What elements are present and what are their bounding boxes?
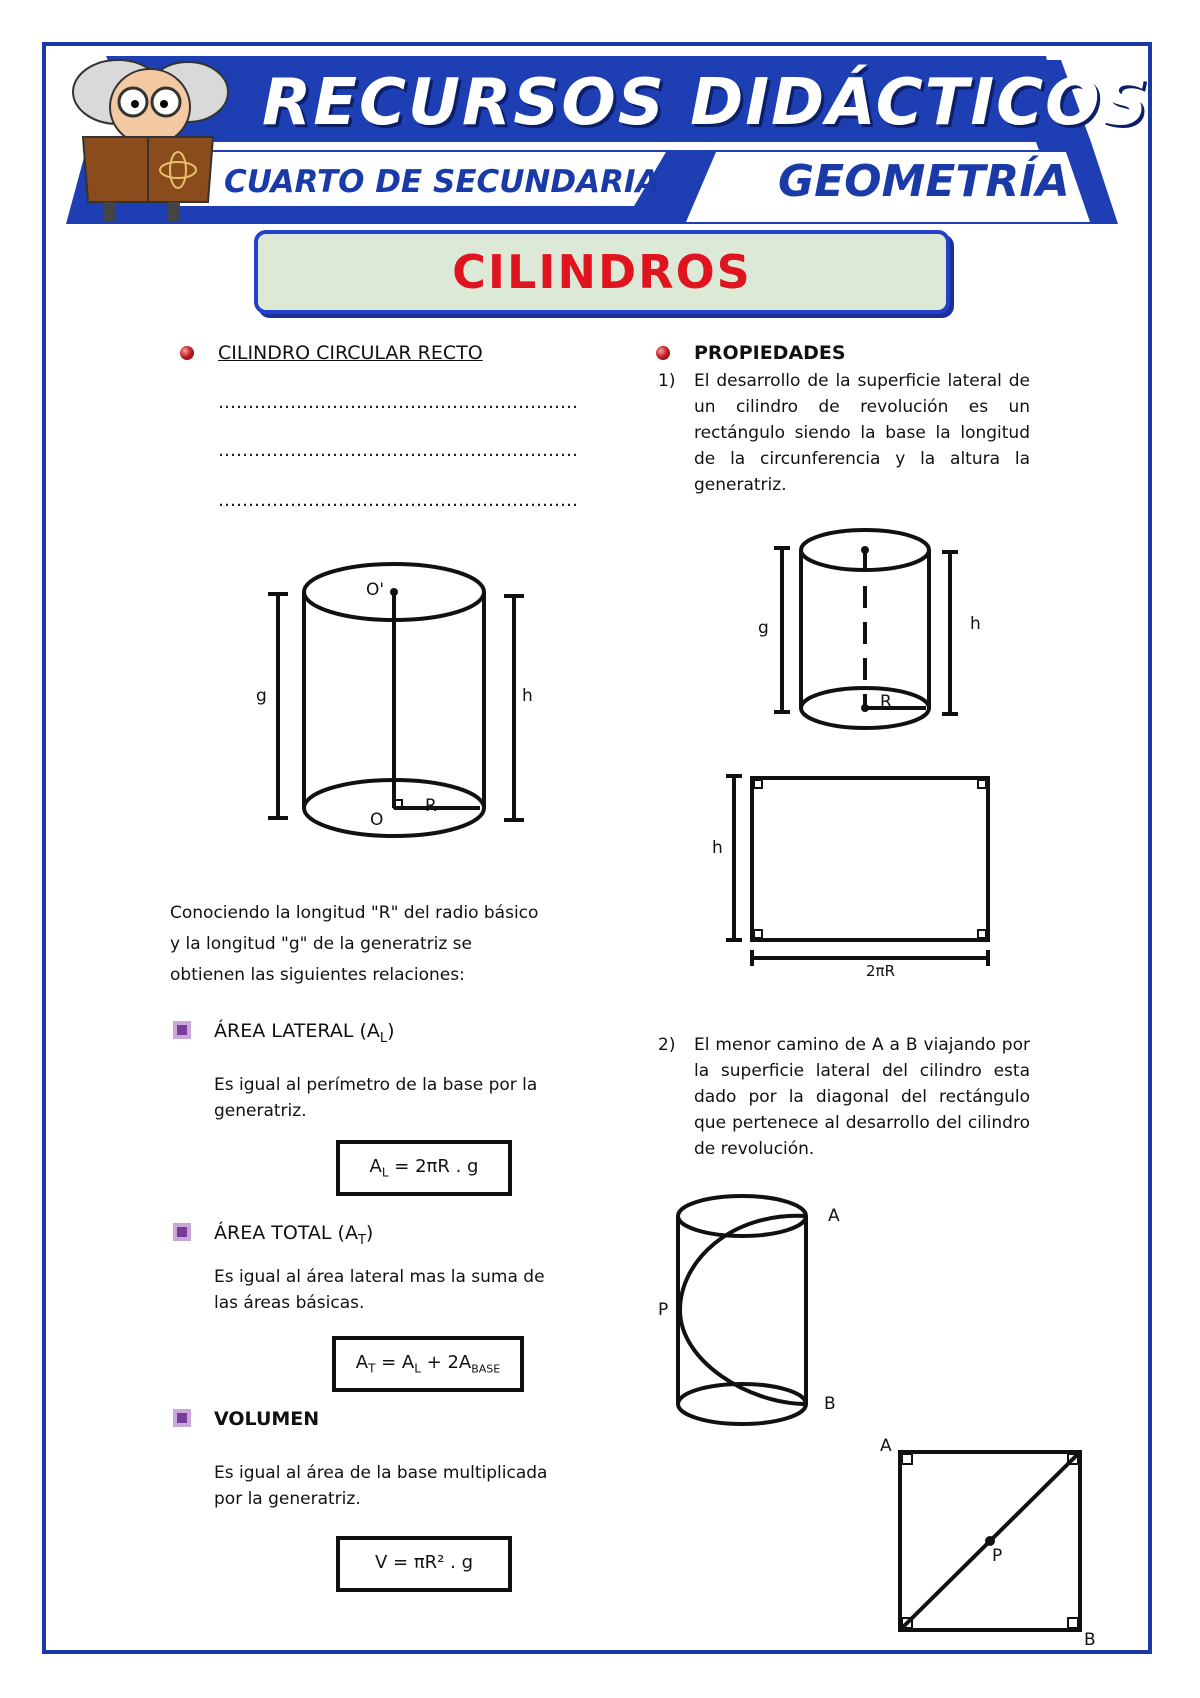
section-heading-left: CILINDRO CIRCULAR RECTO (218, 342, 483, 364)
header-title: RECURSOS DIDÁCTICOS (262, 66, 1150, 140)
cylinder-axis-diagram (770, 528, 960, 728)
bullet-icon (180, 346, 194, 360)
property-1-text: El desarrollo de la superficie lateral de un cilindro de revolución es un rectángulo siendo la base la longitud de la circunferencia y la altura la generatriz. (694, 371, 1030, 495)
volume-formula: V = πR² . g (336, 1536, 512, 1592)
header-grade: CUARTO DE SECUNDARIA (224, 164, 660, 200)
bullet-icon (656, 346, 670, 360)
volume-text: Es igual al área de la base multiplicada por la generatriz. (214, 1463, 548, 1509)
blank-line: …………………………………………………… (218, 392, 578, 413)
figure-label: B (824, 1394, 836, 1414)
total-area-formula: $A_T = A_L + 2A_{BASE}$ (332, 1336, 524, 1392)
cylinder-path-diagram (670, 1192, 830, 1436)
lateral-area-text: Es igual al perímetro de la base por la generatriz. (214, 1075, 538, 1121)
property-2-text: El menor camino de A a B viajando por la superficie lateral del cilindro esta dado por la diagonal del rectángulo que pertenece al desarrollo del cilindro de revolución. (694, 1035, 1030, 1159)
professor-illustration (58, 52, 228, 222)
figure-label: A (880, 1436, 892, 1456)
figure-label: A (828, 1206, 840, 1226)
figure-label: B (1084, 1630, 1096, 1650)
figure-label: R (425, 796, 437, 816)
square-bullet-icon (172, 1222, 192, 1242)
blank-line: …………………………………………………… (218, 440, 578, 461)
figure-label: h (712, 838, 723, 858)
intro-text: Conociendo la longitud "R" del radio básico y la longitud "g" de la generatriz se obtienen las siguientes relaciones: (170, 903, 539, 985)
figure-label: h (522, 686, 533, 706)
lateral-area-heading: ÁREA LATERAL $(A_L)$ (214, 1020, 395, 1046)
blank-line: …………………………………………………… (218, 490, 578, 511)
total-area-text: Es igual al área lateral mas la suma de las áreas básicas. (214, 1267, 545, 1313)
section-heading-right: PROPIEDADES (694, 342, 846, 364)
header-subject: GEOMETRÍA (778, 156, 1070, 207)
figure-label: O' (366, 580, 385, 600)
property-number: 1) (658, 371, 676, 391)
figure-label: O (370, 810, 384, 830)
square-bullet-icon (172, 1020, 192, 1040)
figure-label: R (880, 692, 892, 712)
property-number: 2) (658, 1035, 676, 1055)
development-diagonal (896, 1448, 1088, 1638)
development-rectangle (724, 768, 1004, 968)
figure-label: g (758, 618, 769, 638)
figure-label: P (658, 1300, 669, 1320)
page-title-box (254, 230, 950, 314)
page-title: CILINDROS (452, 245, 752, 299)
figure-label: P (992, 1546, 1003, 1566)
lateral-area-formula: $A_L = 2\pi R$ . g (336, 1140, 512, 1196)
total-area-heading: ÁREA TOTAL $(A_T)$ (214, 1222, 374, 1248)
cylinder-diagram (262, 560, 532, 850)
square-bullet-icon (172, 1408, 192, 1428)
figure-label: 2πR (866, 962, 895, 980)
volume-heading: VOLUMEN (214, 1408, 320, 1430)
figure-label: g (256, 686, 267, 706)
figure-label: h (970, 614, 981, 634)
